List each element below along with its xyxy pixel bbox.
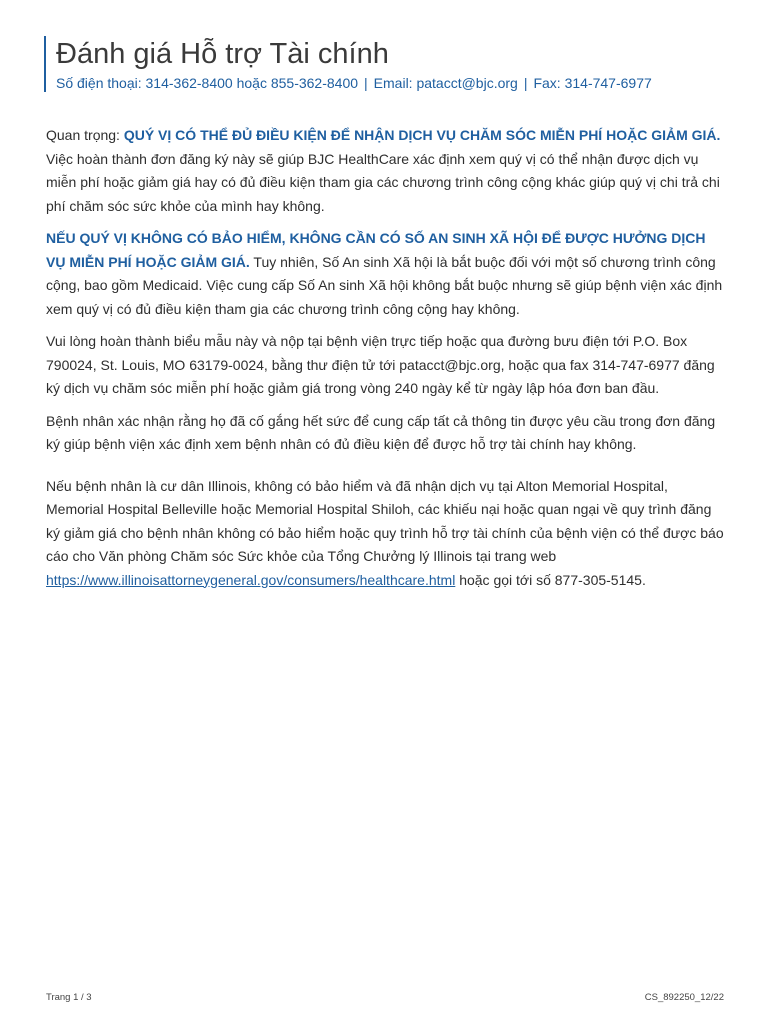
form-code: CS_892250_12/22 [644,992,724,1003]
phone-numbers: Số điện thoại: 314-362-8400 hoặc 855-362-8400 [56,75,359,91]
paragraph-text: Tuy nhiên, Số An sinh Xã hội là bắt buộc đối với một số chương trình công cộng, bao gồm Medicaid. Việc cung cấp Số An sinh Xã hội không bắt buộc nhưng sẽ giúp bệnh viện xác định xem quý vị có đủ điều kiện tham gia các chương trình công cộng hay không. [46,253,723,317]
paragraph-ssn [46,227,726,321]
eligibility-notice: QUÝ VỊ CÓ THỂ ĐỦ ĐIỀU KIỆN ĐỂ NHẬN DỊCH VỤ CHĂM SÓC MIỄN PHÍ HOẶC GIẢM GIÁ. [123,127,721,143]
paragraph-important [46,124,726,218]
paragraph-acknowledgement: Bệnh nhân xác nhận rằng họ đã cố gắng hết sức để cung cấp tất cả thông tin được yêu cầu trong đơn đăng ký giúp bệnh viện xác định xem bệnh nhân có đủ điều kiện để được hỗ trợ tài chính hay không. [46,412,716,452]
email-address: Email: patacct@bjc.org [373,75,518,91]
page-title: Đánh giá Hỗ trợ Tài chính [56,38,389,70]
paragraph-submission: Vui lòng hoàn thành biểu mẫu này và nộp tại bệnh viện trực tiếp hoặc qua đường bưu điện tới P.O. Box 790024, St. Louis, MO 63179-0024, bằng thư điện tử tới patacct@bjc.org, hoặc qua fax 314-747-6977 đăng ký dịch vụ chăm sóc miễn phí hoặc giảm giá trong vòng 240 ngày kể từ ngày lập hóa đơn ban đầu. [46,333,715,396]
separator: | [523,75,528,91]
paragraph-text: hoặc gọi tới số 877-305-5145. [455,571,646,588]
ssn-notice: NẾU QUÝ VỊ KHÔNG CÓ BẢO HIỂM, KHÔNG CẦN CÓ SỐ AN SINH XÃ HỘI ĐỂ ĐƯỢC HƯỞNG DỊCH VỤ MIỄN PHÍ HOẶC GIẢM GIÁ. [46,230,706,270]
page-footer [46,992,724,1003]
paragraph-text: Nếu bệnh nhân là cư dân Illinois, không có bảo hiểm và đã nhận dịch vụ tại Alton Memorial Hospital, Memorial Hospital Belleville hoặc Memorial Hospital Shiloh, các khiếu nại hoặc quan ngại về quy trình đăng ký giảm giá cho bệnh nhân không có bảo hiểm hoặc quy trình hỗ trợ tài chính của bệnh viện có thể được báo cáo cho Văn phòng Chăm sóc Sức khỏe của Tổng Chưởng lý Illinois tại trang web [46,477,724,564]
page-number: Trang 1 / 3 [46,992,92,1003]
document-body [46,124,726,601]
contact-line [56,74,746,92]
fax-number: Fax: 314-747-6977 [533,75,652,91]
separator: | [364,75,368,91]
attorney-general-link[interactable]: https://www.illinoisattorneygeneral.gov/consumers/healthcare.html [46,571,456,588]
paragraph-text: Việc hoàn thành đơn đăng ký này sẽ giúp BJC HealthCare xác định xem quý vị có thể nhận được dịch vụ miễn phí hoặc giảm giá hay có đủ điều kiện tham gia các chương trình công cộng khác giúp quý vị chi trả chi phí chăm sóc sức khỏe của mình hay không. [46,150,720,214]
important-lead: Quan trọng: [46,127,124,143]
document-header [44,36,746,92]
paragraph-illinois [46,475,726,593]
